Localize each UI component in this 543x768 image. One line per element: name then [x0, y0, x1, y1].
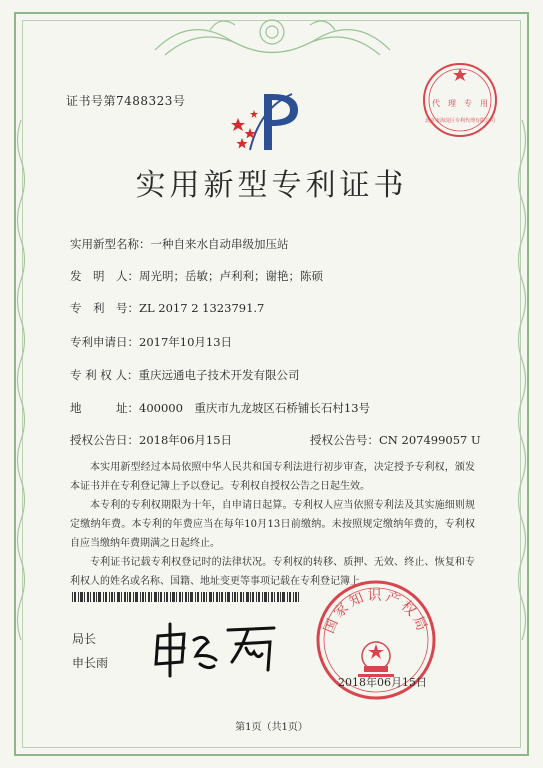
patent-number-label: 专 利 号： — [70, 301, 139, 315]
barcode-bar — [237, 592, 238, 602]
barcode-bar — [213, 592, 214, 602]
chief-name: 申长雨 — [72, 656, 109, 670]
certificate-title: 实用新型专利证书 — [135, 168, 408, 203]
agency-seal-stamp — [420, 60, 500, 140]
barcode-bar — [209, 592, 212, 602]
address-label: 地 址： — [70, 401, 139, 415]
barcode-bar — [216, 592, 218, 602]
barcode-bar — [142, 592, 144, 602]
barcode-bar — [262, 592, 263, 602]
barcode-bar — [201, 592, 202, 602]
barcode-bar — [93, 592, 95, 602]
patent-office-logo-icon — [230, 88, 310, 160]
filing-date-value: 2017年10月13日 — [139, 335, 233, 349]
barcode-bar — [145, 592, 146, 602]
barcode-bar — [103, 592, 104, 602]
barcode-bar — [268, 592, 269, 602]
patent-holder-value: 重庆远通电子技术开发有限公司 — [138, 368, 300, 382]
barcode-bar — [271, 592, 273, 602]
barcode-bar — [195, 592, 196, 602]
barcode-bar — [135, 592, 138, 602]
barcode-bar — [109, 592, 110, 602]
barcode-bar — [117, 592, 120, 602]
barcode-bar — [98, 592, 101, 602]
utility-model-name-row — [70, 236, 289, 252]
barcode-bar — [258, 592, 260, 602]
barcode-bar — [72, 592, 73, 602]
barcode-bar — [298, 592, 299, 602]
patent-holder-row — [70, 367, 299, 383]
barcode-bar — [243, 592, 244, 602]
barcode-bar — [90, 592, 91, 602]
patent-number-row — [70, 300, 264, 316]
barcode-bar — [176, 592, 177, 602]
certificate-body-text — [70, 458, 475, 591]
barcode-bar — [170, 592, 171, 602]
barcode-bar — [87, 592, 89, 602]
barcode-bar — [274, 592, 275, 602]
barcode-bar — [80, 592, 83, 602]
certificate-number: 证书号第7488323号 — [66, 94, 186, 108]
issue-date: 2018年06月15日 — [338, 676, 427, 689]
filing-date-row — [70, 334, 232, 350]
commissioner-signature — [150, 618, 280, 680]
grant-date-row — [70, 432, 232, 448]
barcode-bar — [133, 592, 134, 602]
barcode-bar — [182, 592, 183, 602]
barcode-bar — [172, 592, 175, 602]
barcode-bar — [252, 592, 254, 602]
grant-date-label: 授权公告日： — [70, 433, 139, 447]
barcode-bar — [225, 592, 226, 602]
utility-model-name-value: 一种自来水自动串级加压站 — [150, 237, 289, 251]
barcode-bar — [124, 592, 126, 602]
filing-date-label: 专利申请日： — [70, 335, 139, 349]
barcode-bar — [127, 592, 128, 602]
barcode-bar — [164, 592, 165, 602]
barcode-bar — [227, 592, 230, 602]
barcode — [72, 592, 302, 602]
patent-holder-label: 专 利 权 人： — [70, 368, 139, 382]
barcode-bar — [289, 592, 291, 602]
patent-number-value: ZL 2017 2 1323791.7 — [139, 301, 265, 315]
utility-model-name-label: 实用新型名称： — [70, 237, 151, 251]
barcode-bar — [250, 592, 251, 602]
barcode-bar — [188, 592, 189, 602]
body-paragraph-3: 专利证书记载专利权登记时的法律状况。专利权的转移、质押、无效、终止、恢复和专利权人的姓名或名称、国籍、地址变更等事项记载在专利登记簿上。 — [70, 557, 475, 587]
barcode-bar — [293, 592, 294, 602]
barcode-bar — [114, 592, 115, 602]
barcode-bar — [151, 592, 152, 602]
barcode-bar — [185, 592, 187, 602]
address-value: 400000 重庆市九龙坡区石桥铺长石村13号 — [139, 401, 371, 415]
barcode-bar — [140, 592, 141, 602]
inventor-row — [70, 268, 323, 284]
barcode-bar — [295, 592, 297, 602]
body-paragraph-2: 本专利的专利权期限为十年，自申请日起算。专利权人应当依照专利法及其实施细则规定缴纳年费。本专利的年费应当在每年10月13日前缴纳。未按照规定缴纳年费的，专利权自应当缴纳年费期满之日起终止。 — [70, 500, 475, 549]
top-ornament — [150, 10, 395, 70]
inventor-label: 发 明 人： — [70, 269, 139, 283]
barcode-bar — [129, 592, 131, 602]
barcode-bar — [160, 592, 162, 602]
barcode-bar — [158, 592, 159, 602]
page-number: 第1页（共1页） — [235, 722, 308, 733]
body-paragraph-1: 本实用新型经过本局依照中华人民共和国专利法进行初步审查，决定授予专利权，颁发本证书并在专利登记簿上予以登记。专利权自授权公告之日起生效。 — [70, 462, 475, 492]
grant-date-value: 2018年06月15日 — [139, 433, 233, 447]
barcode-bar — [190, 592, 193, 602]
barcode-bar — [166, 592, 168, 602]
address-row — [70, 400, 370, 416]
barcode-bar — [121, 592, 122, 602]
barcode-bar — [280, 592, 281, 602]
barcode-bar — [221, 592, 223, 602]
inventor-value: 周光明；岳敏；卢利利；谢艳；陈硕 — [139, 269, 323, 283]
barcode-bar — [282, 592, 285, 602]
grant-number-row — [310, 432, 481, 448]
barcode-bar — [148, 592, 150, 602]
barcode-bar — [105, 592, 107, 602]
barcode-bar — [111, 592, 113, 602]
barcode-bar — [287, 592, 288, 602]
seal-top-text: 北京市海淀区专利代理有限公司 — [424, 118, 496, 124]
barcode-bar — [154, 592, 157, 602]
barcode-bar — [179, 592, 181, 602]
barcode-bar — [219, 592, 220, 602]
barcode-bar — [203, 592, 205, 602]
barcode-bar — [240, 592, 242, 602]
barcode-bar — [277, 592, 279, 602]
barcode-bar — [246, 592, 249, 602]
barcode-bar — [264, 592, 267, 602]
grant-number-value: CN 207499057 U — [379, 433, 481, 447]
seal-text: 国家知识产权局 — [321, 588, 431, 636]
chief-title: 局长 — [72, 632, 97, 646]
seal-top-inner-text: 代 理 专 用 — [432, 99, 488, 108]
barcode-bar — [74, 592, 76, 602]
barcode-bar — [84, 592, 85, 602]
barcode-bar — [206, 592, 207, 602]
barcode-bar — [234, 592, 236, 602]
barcode-bar — [96, 592, 97, 602]
barcode-bar — [256, 592, 257, 602]
barcode-bar — [197, 592, 199, 602]
barcode-bar — [232, 592, 233, 602]
grant-number-label: 授权公告号： — [310, 433, 379, 447]
barcode-bar — [78, 592, 79, 602]
